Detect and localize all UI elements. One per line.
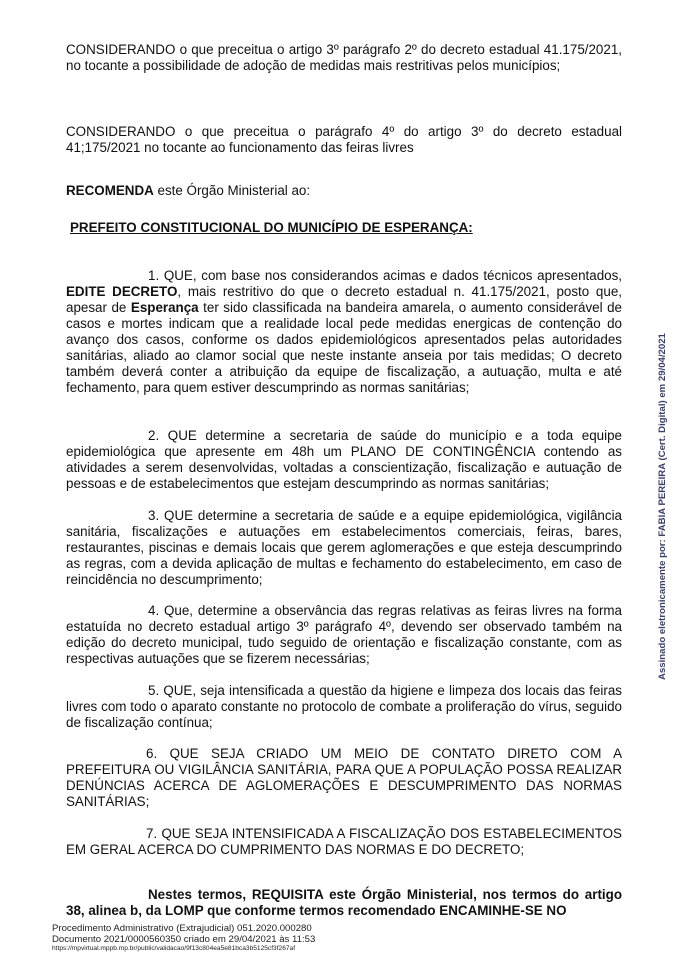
recomenda-paragraph — [66, 183, 622, 199]
item-1-paragraph — [66, 268, 622, 396]
item-2-paragraph: 2. QUE determine a secretaria de saúde do município e a toda equipe epidemiológica que apresente em 48h um PLANO DE CONTINGÊNCIA contendo as atividades a serem desenvolvidas, voltadas a conscientização, fiscalização e autuação de pessoas e de estabelecimentos que estejam descumprindo as normas sanitárias; — [66, 428, 622, 491]
item-1-text-a: 1. QUE, com base nos considerandos acimas e dados técnicos apresentados, — [148, 268, 622, 283]
footer-document: Documento 2021/0000560350 criado em 29/04/2021 às 11:53 — [52, 934, 316, 945]
item-5-paragraph: 5. QUE, seja intensificada a questão da higiene e limpeza dos locais das feiras livres com todo o aparato constante no protocolo de combate a proliferação do vírus, seguido de fiscalização contínua; — [66, 683, 622, 730]
item-6-paragraph: 6. QUE SEJA CRIADO UM MEIO DE CONTATO DIRETO COM A PREFEITURA OU VIGILÂNCIA SANITÁRIA, PARA QUE A POPULAÇÃO POSSA REALIZAR DENÚNCIAS ACERCA DE AGLOMERAÇÕES E DESCUMPRIMENTO DAS NORMAS SANITÁRIAS; — [66, 746, 622, 809]
item-1-edite-decreto: EDITE DECRETO — [66, 284, 178, 299]
recomenda-text: este Órgão Ministerial ao: — [153, 183, 311, 198]
item-7-paragraph: 7. QUE SEJA INTENSIFICADA A FISCALIZAÇÃO DOS ESTABELECIMENTOS EM GERAL ACERCA DO CUMPRIMENTO DAS NORMAS E DO DECRETO; — [66, 826, 622, 857]
footer-procedure: Procedimento Administrativo (Extrajudicial) 051.2020.000280 — [52, 923, 312, 934]
recomenda-keyword: RECOMENDA — [66, 183, 154, 198]
item-1-esperanca: Esperança — [130, 300, 199, 315]
footer-validation-url[interactable]: https://mpvirtual.mppb.mp.br/public/validacao/9f13c804ea5e81bca3b5125cf3f267af — [52, 945, 296, 952]
considerando-paragraph-2: CONSIDERANDO o que preceitua o parágrafo 4º do artigo 3º do decreto estadual 41;175/2021 no tocante ao funcionamento das feiras livres — [66, 124, 622, 155]
item-4-paragraph: 4. Que, determine a observância das regras relativas as feiras livres na forma estatuída no decreto estadual artigo 3º parágrafo 4º, devendo ser observado também na edição do decreto municipal, tudo seguido de orientação e fiscalização constante, com as respectivas autuações que se fizerem necessárias; — [66, 603, 622, 666]
item-3-paragraph: 3. QUE determine a secretaria de saúde e a equipe epidemiológica, vigilância sanitária, fiscalizações e autuações em estabelecimentos comerciais, feiras, bares, restaurantes, piscinas e demais locais que gerem aglomerações e que esteja descumprindo as regras, com a devida aplicação de multas e fechamento do estabelecimento, em caso de reincidência no descumprimento; — [66, 508, 622, 587]
signature-stamp: Assinado eletronicamente por: FABIA PEREIRA (Cert. Digital) em 29/04/2021 — [657, 333, 668, 680]
closing-paragraph: Nestes termos, REQUISITA este Órgão Ministerial, nos termos do artigo 38, alinea b, da LOMP que conforme termos recomendado ENCAMINHE-SE NO — [66, 887, 622, 918]
considerando-paragraph-1: CONSIDERANDO o que preceitua o artigo 3º parágrafo 2º do decreto estadual 41.175/2021, no tocante a possibilidade de adoção de medidas mais restritivas pelos municípios; — [66, 42, 622, 73]
recipient-heading: PREFEITO CONSTITUCIONAL DO MUNICÍPIO DE ESPERANÇA: — [70, 220, 473, 235]
item-1-text-c: , mais restritivo do que o decreto estadual n. 41.175/2021, posto que, apesar de — [66, 284, 622, 315]
item-1-text-e: ter sido classificada na bandeira amarela, o aumento considerável de casos e mortes indicam que a realidade local pede medidas energicas de contenção do avanço dos casos, conforme os dados epidemiológicos apresentados pelas autoridades sanitárias, aliado ao clamor social que neste instante anseia por tais medidas; O decreto também deverá conter a atribuição da equipe de fiscalização, a autuação, multa e até fechamento, para quem estiver descumprindo as normas sanitárias; — [66, 300, 623, 395]
document-footer — [52, 923, 315, 953]
